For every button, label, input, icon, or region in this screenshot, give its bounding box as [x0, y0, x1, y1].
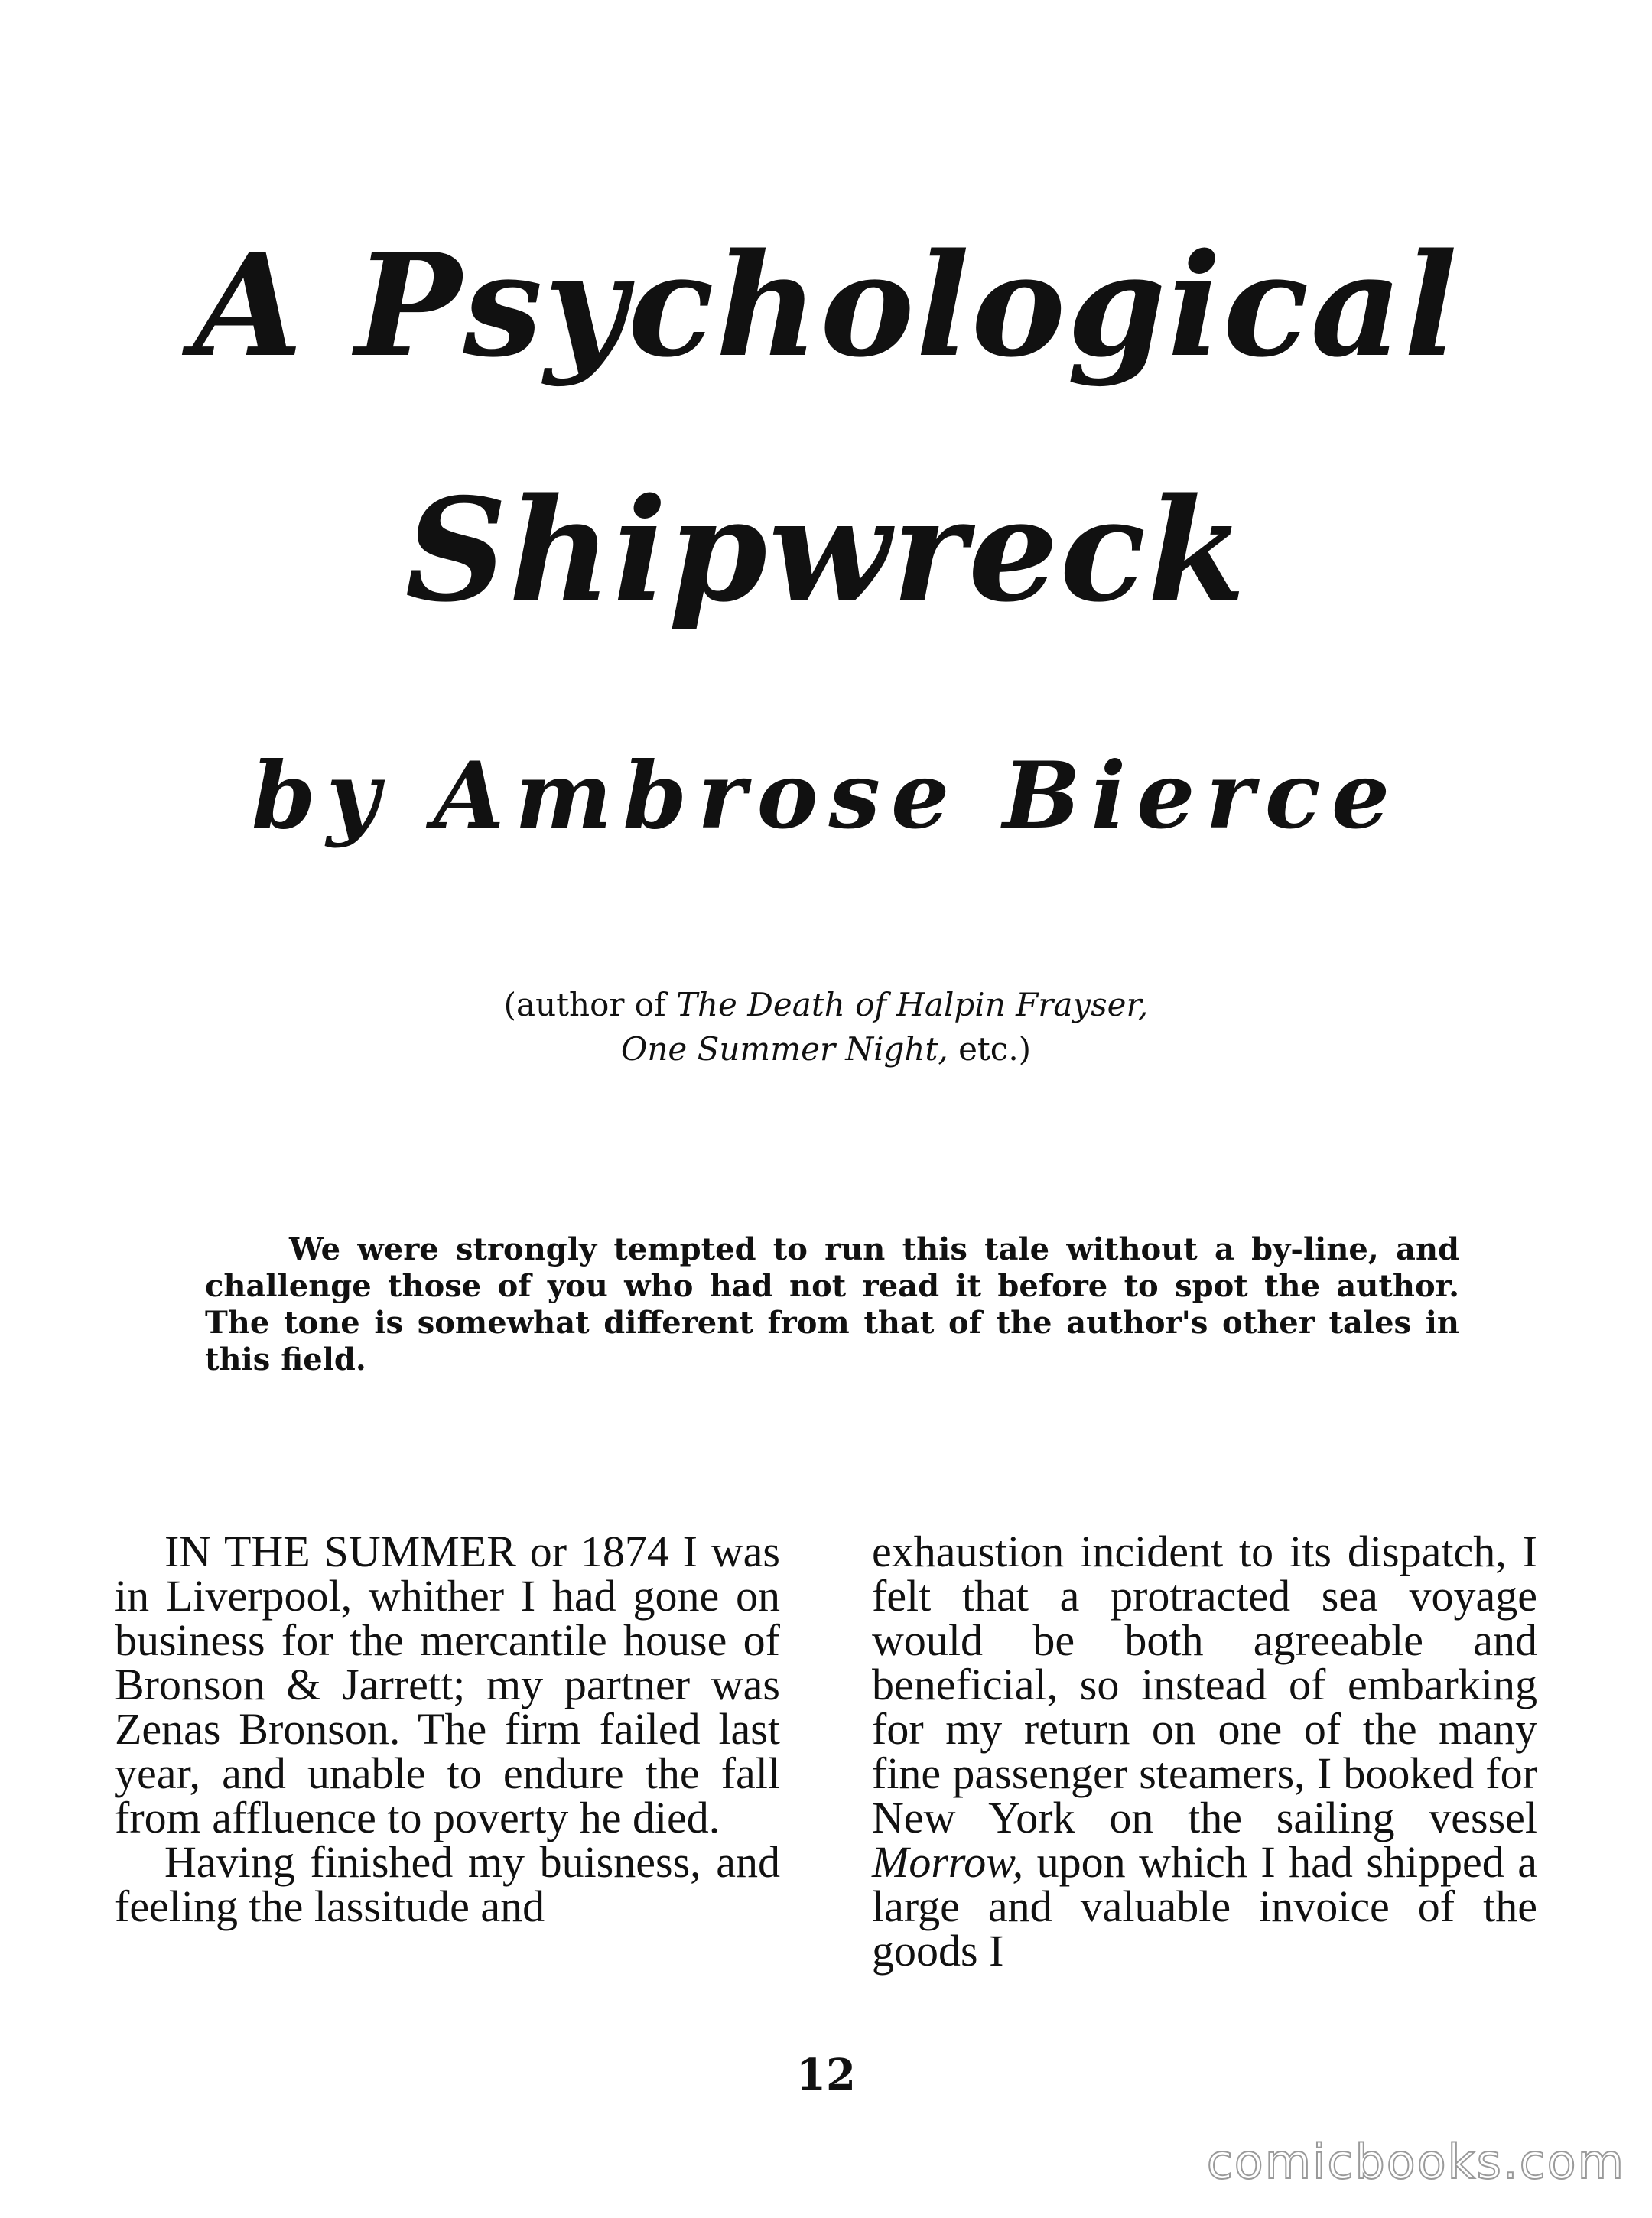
byline: by Ambrose Bierce [251, 742, 1401, 850]
author-note-work-1: The Death of Halpin Frayser, [675, 986, 1149, 1023]
story-column-right [872, 1527, 1537, 1976]
story-title-line-2: Shipwreck [405, 467, 1247, 633]
watermark: comicbooks.com [1206, 2134, 1625, 2190]
editor-intro: We were strongly tempted to run this tale without a by-line, and challenge those of you who had not read it before to spot the author. The tone is somewhat different from that of the author's other tales in this field. [205, 1231, 1459, 1377]
story-title-line-1: A Psychological [193, 222, 1459, 389]
story-paragraph: Having finished my buisness, and feeling the lassitude and [115, 1837, 780, 1931]
ship-name: Morrow, [872, 1837, 1024, 1887]
page-number: 12 [796, 2050, 856, 2100]
story-paragraph: IN THE SUMMER or 1874 I was in Liverpool, whither I had gone on business for the mercantile house of Bronson & Jarrett; my partner was Zenas Bronson. The firm failed last year, and unable to endure the fall from affluence to poverty he died. [115, 1527, 780, 1842]
story-text: exhaustion incident to its dispatch, I felt that a protracted sea voyage would be both agreeable and beneficial, so instead of embarking for my return on one of the many fine passenger steamers, I booked for New York on the sailing vessel [872, 1527, 1537, 1842]
story-paragraph [872, 1527, 1537, 1976]
story-text: upon which I had shipped a large and valuable invoice of the goods I [872, 1837, 1537, 1976]
author-note [0, 983, 1652, 1072]
story-column-left [115, 1527, 780, 1931]
author-note-close: etc.) [948, 1030, 1032, 1068]
author-note-open: (author of [503, 986, 676, 1023]
author-note-work-2: One Summer Night, [620, 1030, 948, 1068]
